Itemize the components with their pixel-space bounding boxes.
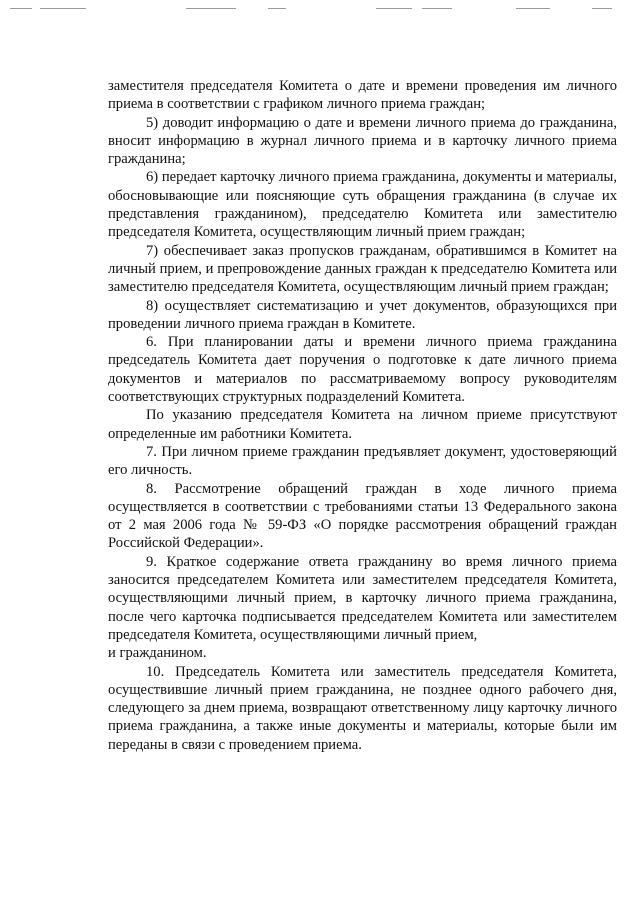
paragraph-continuation: заместителя председателя Комитета о дате и времени проведения им личного приема в соответствии с графиком личного приема граждан; <box>108 78 617 113</box>
paragraph-clause-10: 10. Председатель Комитета или заместитель председателя Комитета, осуществившие личный прием гражданина, не позднее одного рабочего дня, следующего за днем приема, возвращают ответственному лицу карточку личного приема гражданина, а также иные документы и материалы, которые были им переданы в связи с проведением приема. <box>108 663 617 753</box>
scan-artifact <box>268 8 286 9</box>
scan-artifact <box>186 8 236 9</box>
paragraph-clause-7: 7. При личном приеме гражданин предъявляет документ, удостоверяющий его личность. <box>108 443 617 479</box>
paragraph-item-6: 6) передает карточку личного приема гражданина, документы и материалы, обосновывающие или поясняющие суть обращения гражданина (в случае их представления гражданином), председателю Комитета или заместителю председателя Комитета, осуществляющим личный прием граждан; <box>108 169 617 241</box>
scan-artifact <box>40 8 86 9</box>
paragraph-item-5: 5) доводит информацию о дате и времени личного приема до гражданина, вносит информацию в журнал личного приема и в карточку личного приема гражданина; <box>108 114 617 168</box>
paragraph-clause-6-note: По указанию председателя Комитета на личном приеме присутствуют определенные им работники Комитета. <box>108 407 617 442</box>
scan-artifact <box>592 8 612 9</box>
scan-artifact <box>376 8 412 9</box>
scan-artifact <box>516 8 550 9</box>
paragraph-clause-6: 6. При планировании даты и времени личного приема гражданина председатель Комитета дает поручения о подготовке к дате личного приема документов и материалов по рассматриваемому вопросу руководителям соответствующих структурных подразделений Комитета. <box>108 334 617 406</box>
paragraph-clause-9: 9. Краткое содержание ответа гражданину во время личного приема заносится председателем Комитета или заместителем председателя Комитета, осуществляющими личный прием, в карточку личного приема гражданина, после чего карточка подписывается председателем Комитета или заместителем председателя Комитета, осуществляющими личный прием, <box>108 553 617 643</box>
paragraph-item-7: 7) обеспечивает заказ пропусков гражданам, обратившимся в Комитет на личный прием, и препровождение данных граждан к председателю Комитета или заместителю председателя Комитета, осуществляющим личный прием граждан; <box>108 242 617 296</box>
scan-artifact <box>10 8 32 9</box>
document-body <box>108 77 617 754</box>
paragraph-item-8: 8) осуществляет систематизацию и учет документов, образующихся при проведении личного приема граждан в Комитете. <box>108 297 617 332</box>
scan-artifact <box>422 8 452 9</box>
paragraph-clause-9-end: и гражданином. <box>108 645 207 662</box>
paragraph-clause-8: 8. Рассмотрение обращений граждан в ходе личного приема осуществляется в соответствии с требованиями статьи 13 Федерального закона от 2 мая 2006 года № 59-ФЗ «О порядке рассмотрения обращений граждан Российской Федерации». <box>108 480 617 552</box>
